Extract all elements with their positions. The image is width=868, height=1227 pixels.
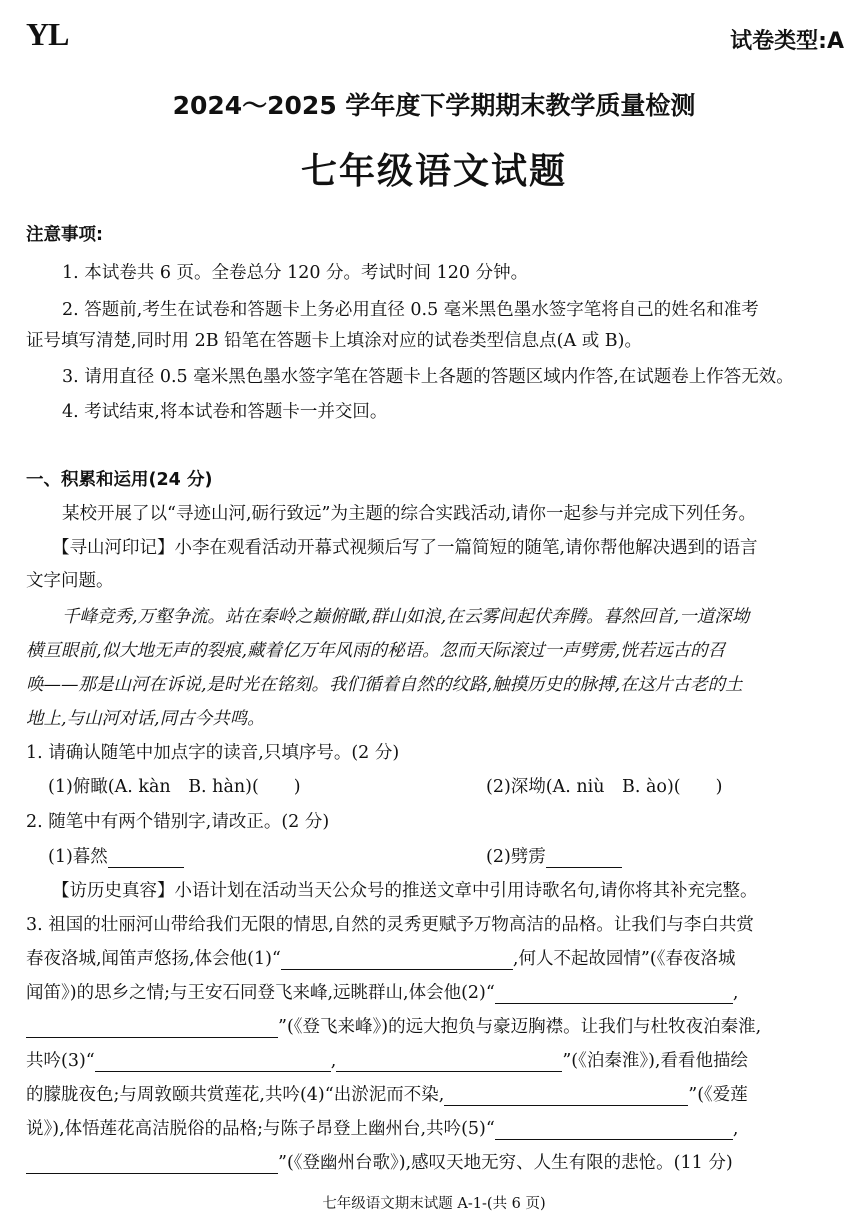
question-3-line-8 [26,1149,733,1174]
question-3-text: ”(《登飞来峰》)的远大抱负与豪迈胸襟。让我们与杜牧夜泊秦淮, [278,1017,762,1037]
question-3-text: 闻笛》)的思乡之情;与王安石同登飞来峰,远眺群山,体会他(2)“ [26,983,495,1003]
answer-blank-3-2b[interactable] [26,1019,278,1038]
question-3-line-3 [26,979,738,1004]
logo: YL [26,16,69,52]
question-1: 1. 请确认随笔中加点字的读音,只填序号。(2 分) [26,743,400,763]
question-3-line-1: 3. 祖国的壮丽河山带给我们无限的情思,自然的灵秀更赋予万物高洁的品格。让我们与李白共赏 [26,915,754,935]
question-1-option-1: (1)俯瞰(A. kàn B. hàn)( ) [48,777,301,797]
question-2-item-1-label: (1)暮然 [48,847,108,867]
question-3-text: 春夜洛城,闻笛声悠扬,体会他(1)“ [26,949,281,969]
page-footer: 七年级语文期末试题 A-1-(共 6 页) [322,1196,546,1212]
notes-heading: 注意事项: [26,225,103,245]
question-2-item-1 [48,843,184,868]
answer-blank-3-3a[interactable] [95,1053,331,1072]
task-1-prompt-cont: 文字问题。 [26,571,114,591]
answer-blank-3-3b[interactable] [336,1053,562,1072]
question-2: 2. 随笔中有两个错别字,请改正。(2 分) [26,812,330,832]
question-2-item-2 [486,843,622,868]
question-1-option-2: (2)深坳(A. niù B. ào)( ) [486,777,723,797]
question-3-text: 的朦胧夜色;与周敦颐共赏莲花,共吟(4)“出淤泥而不染, [26,1085,445,1105]
exam-title: 2024～2025 学年度下学期期末教学质量检测 [172,91,696,120]
paper-type-label: 试卷类型:A [730,29,844,54]
note-item-3: 3. 请用直径 0.5 毫米黑色墨水签字笔在答题卡上各题的答题区域内作答,在试题卷上作答无效。 [62,367,794,387]
essay-line-4: 地上,与山河对话,同古今共鸣。 [26,709,265,729]
question-3-text: ”(《登幽州台歌》),感叹天地无穷、人生有限的悲怆。(11 分) [278,1153,733,1173]
answer-blank-3-5a[interactable] [495,1121,733,1140]
task-1-prompt: 【寻山河印记】小李在观看活动开幕式视频后写了一篇简短的随笔,请你帮他解决遇到的语言 [52,538,758,558]
question-3-text: ”(《泊秦淮》),看看他描绘 [562,1051,748,1071]
question-3-text: 说》),体悟莲花高洁脱俗的品格;与陈子昂登上幽州台,共吟(5)“ [26,1119,495,1139]
question-3-text: ,何人不起故园情”(《春夜洛城 [512,949,736,969]
question-3-line-6 [26,1081,748,1106]
answer-blank-3-1[interactable] [281,951,513,970]
note-item-1: 1. 本试卷共 6 页。全卷总分 120 分。考试时间 120 分钟。 [62,263,529,283]
essay-line-2: 横亘眼前,似大地无声的裂痕,藏着亿万年风雨的秘语。忽而天际滚过一声劈雳,恍若远古的召 [26,641,726,661]
note-item-4: 4. 考试结束,将本试卷和答题卡一并交回。 [62,402,388,422]
answer-blank[interactable] [108,849,184,868]
question-3-text: 共吟(3)“ [26,1051,95,1071]
question-3-text: , [732,983,739,1003]
subject-title: 七年级语文试题 [300,151,567,192]
question-3-text: ”(《爱莲 [688,1085,748,1105]
question-3-text: , [330,1051,337,1071]
question-3-line-7 [26,1115,738,1140]
question-2-item-2-label: (2)劈雳 [486,847,546,867]
answer-blank[interactable] [546,849,622,868]
answer-blank-3-2a[interactable] [495,985,733,1004]
question-3-text: , [732,1119,739,1139]
note-item-2: 2. 答题前,考生在试卷和答题卡上务必用直径 0.5 毫米黑色墨水签字笔将自己的姓名和准考 [62,300,759,320]
answer-blank-3-4[interactable] [444,1087,688,1106]
section-intro: 某校开展了以“寻迹山河,砺行致远”为主题的综合实践活动,请你一起参与并完成下列任务。 [62,504,757,524]
question-3-line-2 [26,945,735,970]
task-2-prompt: 【访历史真容】小语计划在活动当天公众号的推送文章中引用诗歌名句,请你将其补充完整。 [52,881,758,901]
question-3-line-5 [26,1047,748,1072]
essay-line-1: 千峰竞秀,万壑争流。站在秦岭之巅俯瞰,群山如浪,在云雾间起伏奔腾。暮然回首,一道深坳 [62,607,750,627]
essay-line-3: 唤——那是山河在诉说,是时光在铭刻。我们循着自然的纹路,触摸历史的脉搏,在这片古老的土 [26,675,743,695]
answer-blank-3-5b[interactable] [26,1155,278,1174]
note-item-2-cont: 证号填写清楚,同时用 2B 铅笔在答题卡上填涂对应的试卷类型信息点(A 或 B)。 [26,331,642,351]
section-heading: 一、积累和运用(24 分) [26,470,213,490]
question-3-line-4 [26,1013,761,1038]
